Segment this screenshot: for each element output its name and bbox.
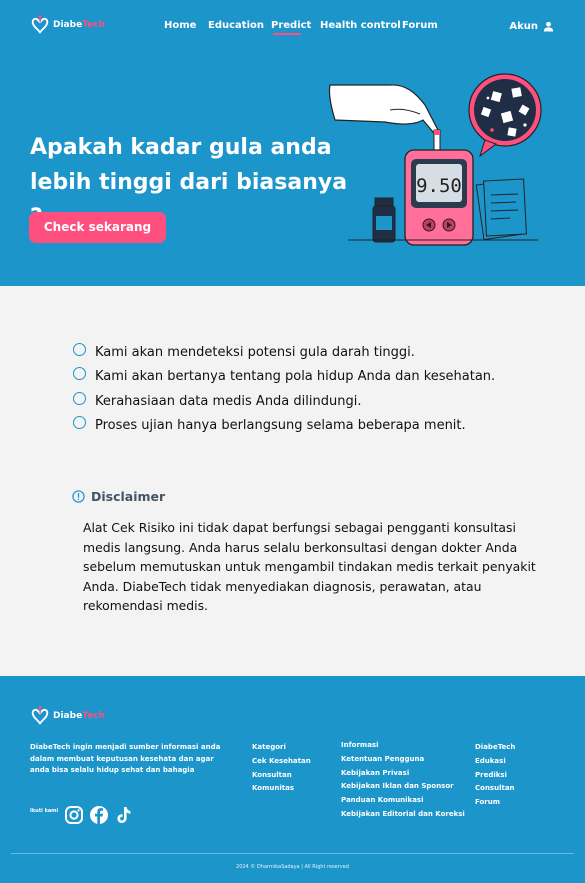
footer-heading: Informasi (341, 741, 379, 749)
tiktok-icon[interactable] (114, 805, 134, 825)
circle-bullet-icon (73, 343, 86, 356)
footer-link[interactable]: Forum (475, 798, 501, 807)
footer-column-diabetech (475, 741, 515, 810)
list-item-text: Kerahasiaan data medis Anda dilindungi. (95, 393, 362, 409)
footer-logo[interactable] (29, 705, 105, 727)
disclaimer-heading (72, 489, 165, 504)
instagram-icon[interactable] (64, 805, 84, 825)
account-button[interactable] (509, 21, 554, 32)
footer-link[interactable]: Konsultan (252, 770, 292, 779)
nav-link-home[interactable]: Home (164, 20, 197, 31)
navbar (0, 0, 585, 54)
logo-heart-icon (29, 705, 51, 727)
logo-heart-icon (29, 14, 51, 36)
facebook-icon[interactable] (89, 805, 109, 825)
check-now-button[interactable]: Check sekarang (29, 212, 166, 243)
info-section (0, 286, 585, 676)
meter-reading: 9.50 (416, 175, 462, 197)
footer-link[interactable]: Ketentuan Pengguna (341, 754, 425, 763)
footer-column-informasi (341, 739, 465, 822)
feature-list (73, 340, 495, 438)
nav-link-health-control[interactable]: Health control (320, 20, 401, 31)
active-nav-indicator (273, 33, 301, 35)
nav-link-education[interactable]: Education (208, 20, 264, 31)
info-icon (72, 490, 85, 503)
footer-link[interactable]: Prediksi (475, 770, 507, 779)
follow-label: Ikuti kami (30, 808, 59, 814)
footer-link[interactable]: Kebijakan Editorial dan Koreksi (341, 809, 465, 818)
social-links (64, 805, 139, 825)
list-item-text: Kami akan mendeteksi potensi gula darah tinggi. (95, 344, 415, 360)
footer-heading: Kategori (252, 743, 286, 751)
account-label: Akun (509, 21, 538, 32)
list-item (73, 414, 495, 439)
footer-link[interactable]: Cek Kesehatan (252, 756, 311, 765)
footer-link[interactable]: Komunitas (252, 784, 295, 793)
list-item-text: Kami akan bertanya tentang pola hidup Anda dan kesehatan. (95, 369, 496, 385)
glucose-meter-illustration (320, 70, 550, 260)
disclaimer-title: Disclaimer (91, 489, 166, 504)
user-icon (543, 21, 554, 32)
list-item (73, 365, 495, 390)
circle-bullet-icon (73, 416, 86, 429)
footer-divider (11, 853, 574, 854)
brand-logo[interactable] (29, 14, 105, 36)
circle-bullet-icon (73, 392, 86, 405)
footer-column-kategori (252, 741, 311, 796)
disclaimer-text: Alat Cek Risiko ini tidak dapat berfungsi sebagai pengganti konsultasi medis langsung. Anda harus selalu berkonsultasi dengan dokter Anda sebelum memutuskan untuk mengambil tindakan medis terkait penyakit Anda. DiabeTech tidak menyediakan diagnosis, perawatan, atau rekomendasi medis. (83, 520, 536, 613)
footer-link[interactable]: Kebijakan Iklan dan Sponsor (341, 782, 454, 791)
copyright-text: 2024 © DharmikaSadaya | All Right reserved (236, 864, 349, 870)
footer-link[interactable]: Panduan Komunikasi (341, 796, 424, 805)
logo-text: DiabeTech (53, 711, 105, 721)
nav-link-forum[interactable]: Forum (402, 20, 438, 31)
footer (0, 676, 585, 883)
hero-title: Apakah kadar gula anda lebih tinggi dari biasanya (30, 135, 348, 195)
list-item-text: Proses ujian hanya berlangsung selama beberapa menit. (95, 418, 466, 434)
list-item (73, 389, 495, 414)
footer-link[interactable]: Kebijakan Privasi (341, 768, 410, 777)
footer-link[interactable]: Consultan (475, 784, 515, 793)
footer-link[interactable]: Edukasi (475, 756, 506, 765)
hero-section (0, 0, 585, 286)
footer-about-text: DiabeTech ingin menjadi sumber informasi anda dalam membuat keputusan kesehata dan agar anda bisa selalu hidup sehat dan bahagia (30, 743, 221, 774)
nav-link-predict[interactable]: Predict (271, 20, 312, 31)
list-item (73, 340, 495, 365)
footer-heading: DiabeTech (475, 743, 516, 751)
circle-bullet-icon (73, 367, 86, 380)
logo-text: DiabeTech (53, 20, 105, 30)
